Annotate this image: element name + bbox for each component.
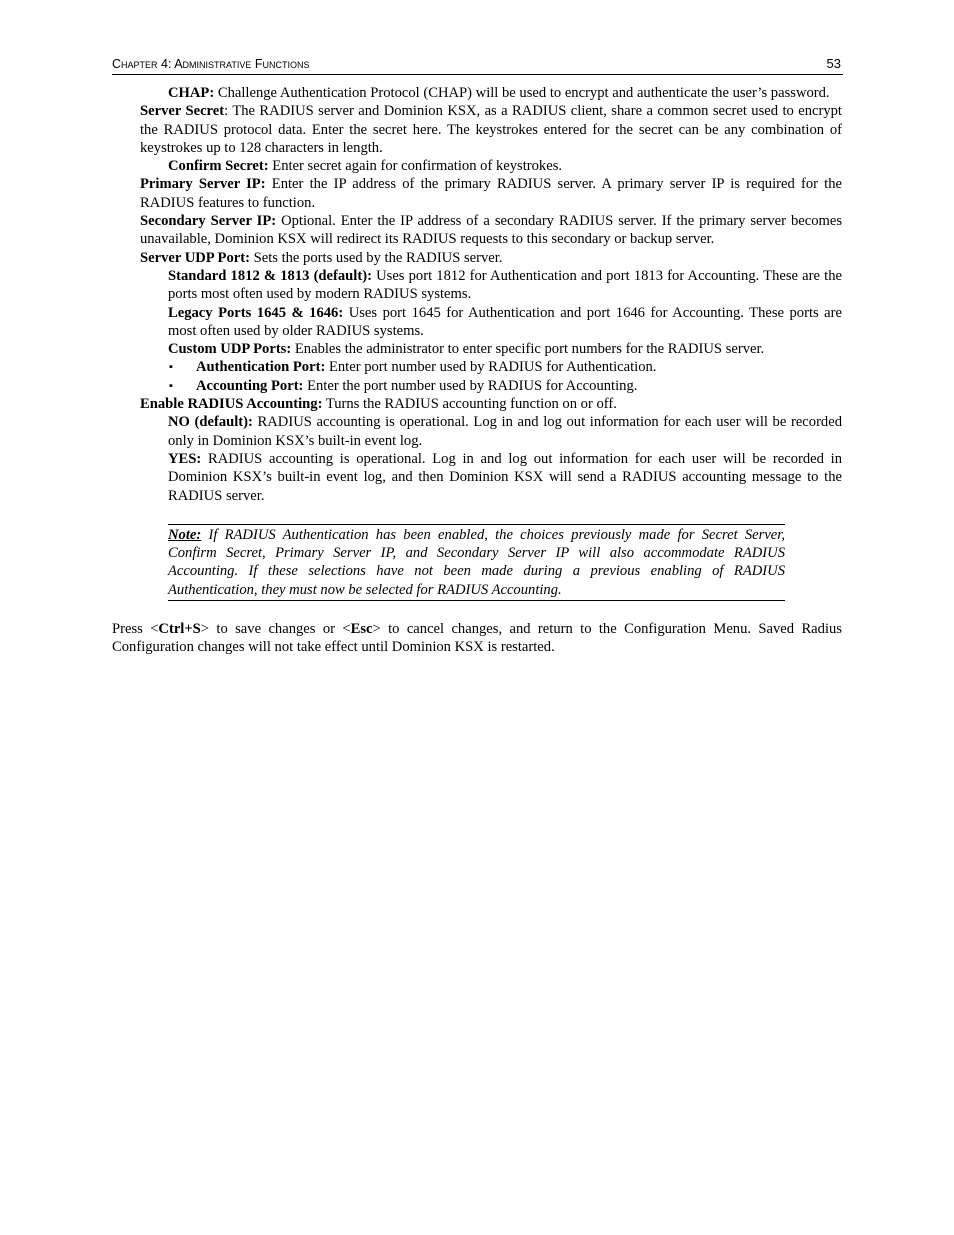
definition: Uses port 1645 for Authentication and port 1646 for Accounting. These ports are most often used by older RADIUS systems.	[168, 304, 842, 339]
closing-paragraph	[112, 620, 842, 657]
key-ctrl-s: Ctrl+S	[158, 621, 201, 638]
definition-item	[140, 102, 842, 157]
term: Secondary Server IP:	[140, 213, 277, 230]
note-label: Note:	[168, 526, 202, 543]
chapter-title: Chapter 4: Administrative Functions	[112, 57, 310, 71]
term: Server UDP Port:	[140, 249, 250, 266]
term: Enable RADIUS Accounting:	[140, 396, 323, 413]
closing-text-2: > to save changes or <	[200, 621, 351, 638]
definition: Enter port number used by RADIUS for Authentication.	[325, 359, 657, 376]
page-body	[112, 84, 842, 657]
definition: Enables the administrator to enter specific port numbers for the RADIUS server.	[291, 341, 765, 358]
term: Authentication Port:	[196, 359, 326, 376]
definition: Enter the IP address of the primary RADIUS server. A primary server IP is required for the RADIUS features to function.	[140, 176, 843, 211]
definition: Enter secret again for confirmation of keystrokes.	[268, 158, 563, 175]
term: YES:	[168, 450, 202, 467]
note-box	[168, 524, 785, 601]
definition: RADIUS accounting is operational. Log in and log out information for each user will be recorded in Dominion KSX’s built-in event log, and then Dominion KSX will send a RADIUS accounting message to the RADIUS server.	[168, 450, 842, 504]
closing-text-3: > to cancel changes, and return to the Configuration Menu. Saved Radius Configuration changes will not take effect until Dominion KSX is restarted.	[112, 621, 842, 656]
term: CHAP:	[168, 85, 215, 101]
term: Confirm Secret:	[168, 158, 269, 175]
bullet-icon: ▪	[169, 379, 173, 392]
bullet-icon: ▪	[169, 361, 173, 374]
definition: Enter the port number used by RADIUS for Accounting.	[303, 377, 638, 394]
definition: Sets the ports used by the RADIUS server.	[249, 249, 503, 266]
bullet-item	[169, 377, 842, 395]
term: NO (default):	[168, 414, 253, 431]
note-text: If RADIUS Authentication has been enabled, the choices previously made for Secret Server, Confirm Secret, Primary Server IP, and Secondary Server IP will also accommodate RADIUS Accounting. If these selections have not been made during a previous enabling of RADIUS Authentication, they must now be selected for RADIUS Accounting.	[168, 526, 785, 598]
definition-item	[168, 304, 842, 341]
term: Custom UDP Ports:	[168, 341, 292, 358]
definition-item	[168, 84, 842, 102]
definition: Turns the RADIUS accounting function on or off.	[322, 396, 617, 413]
definition: Optional. Enter the IP address of a secondary RADIUS server. If the primary server becomes unavailable, Dominion KSX will redirect its RADIUS requests to this secondary or backup server.	[140, 213, 843, 248]
definition-list	[112, 84, 842, 505]
closing-text-1: Press <	[112, 621, 159, 638]
page-header	[112, 55, 843, 75]
term: Primary Server IP:	[140, 176, 266, 193]
definition-item	[140, 249, 842, 267]
definition-item	[168, 267, 842, 304]
term: Accounting Port:	[196, 377, 304, 394]
key-esc: Esc	[350, 621, 373, 638]
definition: : The RADIUS server and Dominion KSX, as a RADIUS client, share a common secret used to encrypt the RADIUS protocol data. Enter the secret here. The keystrokes entered for the secret can be any combination of keystrokes up to 128 characters in length.	[140, 103, 842, 156]
definition: RADIUS accounting is operational. Log in and log out information for each user will be recorded only in Dominion KSX’s built-in event log.	[168, 414, 842, 449]
definition-item	[168, 157, 842, 175]
definition-item	[140, 212, 842, 249]
page-number: 53	[826, 56, 841, 71]
definition-item	[168, 450, 842, 505]
bullet-item	[169, 358, 842, 376]
definition: Uses port 1812 for Authentication and port 1813 for Accounting. These are the ports most often used by modern RADIUS systems.	[168, 267, 842, 303]
term: Standard 1812 & 1813 (default):	[168, 267, 372, 284]
definition: Challenge Authentication Protocol (CHAP) will be used to encrypt and authenticate the user’s password.	[214, 85, 830, 101]
term: Server Secret	[140, 103, 225, 120]
definition-item	[168, 413, 842, 450]
definition-item	[140, 395, 842, 413]
term: Legacy Ports 1645 & 1646:	[168, 304, 344, 321]
definition-item	[140, 175, 842, 212]
definition-item	[168, 340, 842, 358]
